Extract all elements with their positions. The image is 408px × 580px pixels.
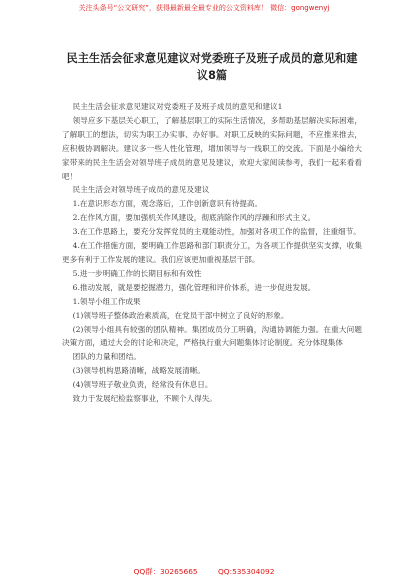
paragraph: 致力于发展纪检监察事业，不顾个人得失。 [72,394,217,404]
paragraph: 2.在作风方面，要加强机关作风建设，彻底消除作风的浮躁和形式主义。 [72,213,316,223]
paragraph: 3.在工作思路上，要充分发挥党员的主观能动性，加强对各项工作的监督，注重细节。 [72,227,361,237]
paragraph: 1.领导小组工作成果 [72,296,141,306]
paragraph: 5.进一步明确工作的长期目标和有效性 [72,268,202,278]
paragraph: 4.在工作措施方面，要明确工作思路和部门职责分工，为各项工作提供坚实支撑，收集更多有利于工作发展的建议。我们应该更加重视基层干部。 [62,241,362,264]
paragraph: 6.推动发展，就是要挖掘潜力，强化管理和评价体系，进一步促进发展。 [72,282,316,292]
paragraph: 1.在意识形态方面，观念落后，工作创新意识有待提高。 [72,199,263,209]
document-page [62,50,362,406]
qq-group-text: QQ群：30265665 [133,567,198,576]
qq-text: QQ:535304092 [217,567,275,576]
paragraph: 民主生活会对领导班子成员的意见及建议 [72,185,210,195]
paragraph: (2)领导小组具有较强的团队精神。集团成员分工明确，沟通协调能力强。在重大问题决策方面，通过大会的讨论和决定，严格执行重大问题集体讨论制度。充分体现集体 [62,324,362,348]
footer-contact-bar [0,566,408,577]
top-promo-banner: 关注头条号“公文研究”，获得最新最全最专业的公文资料库！ 微信：gongwenyj [78,4,330,12]
paragraph: (4)领导班子敬业负责，经常没有休息日。 [72,380,213,390]
paragraph: 领导应多下基层关心职工，了解基层职工的实际生活情况，多帮助基层解决实际困难，了解职工的想法，切实为职工办实事、办好事。对职工反映的实际问题，不应推来推去，应积极协调解决。建议多一些人性化管理，增加领导与一线职工的交流。下面是小编给大家带来的民主生活会对领导班子成员的意见及建议，欢迎大家阅读参考，我们一起来看看吧！ [62,115,362,181]
document-title: 民主生活会征求意见建议对党委班子及班子成员的意见和建议8篇 [66,52,358,82]
paragraph: (3)领导机构思路清晰，战略发展清晰。 [72,366,205,376]
paragraph: 民主生活会征求意见建议对党委班子及班子成员的意见和建议1 [72,102,283,111]
paragraph: (1)领导班子整体政治素质高，在党员干部中树立了良好的形象。 [72,310,289,320]
paragraph: 团队的力量和团结。 [72,352,141,362]
